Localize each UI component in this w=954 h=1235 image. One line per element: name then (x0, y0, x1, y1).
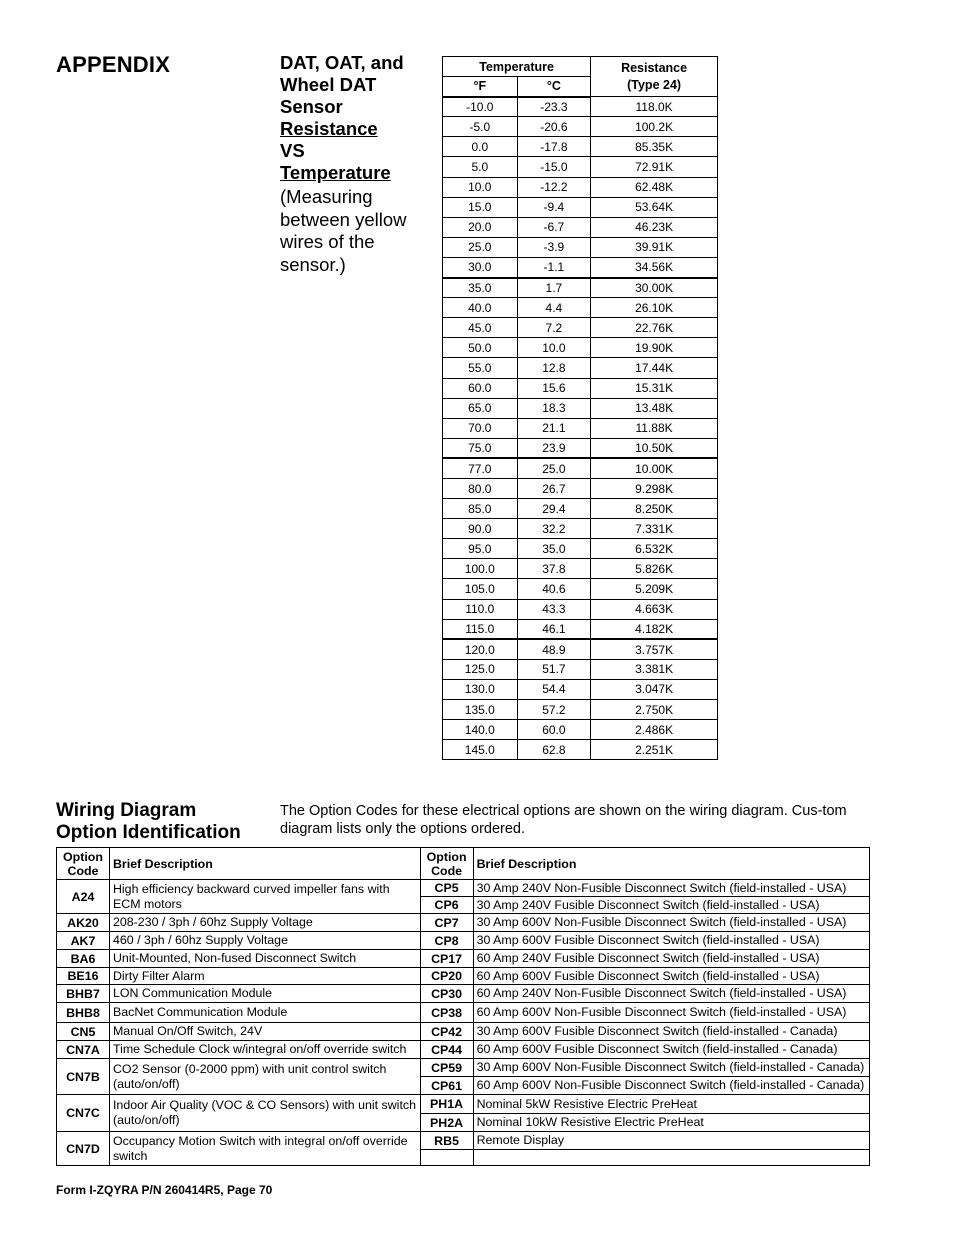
temp-c-cell: 62.8 (517, 740, 591, 760)
sensor-title-line-3: Sensor (280, 96, 343, 117)
resistance-row (443, 519, 718, 539)
option-desc-right: 60 Amp 600V Non-Fusible Disconnect Switch (field-installed - Canada) (473, 1077, 869, 1095)
sensor-subtitle: (Measuring between yellow wires of the sensor.) (280, 186, 407, 275)
option-desc-right: 30 Amp 240V Fusible Disconnect Switch (field-installed - USA) (473, 897, 869, 914)
temp-f-cell: -5.0 (443, 117, 518, 137)
resistance-cell: 10.00K (591, 458, 718, 478)
option-code-right: CP20 (420, 968, 473, 985)
option-code-left: BA6 (57, 950, 110, 968)
temp-f-cell: 135.0 (443, 700, 518, 720)
resistance-row (443, 679, 718, 699)
temp-c-cell: -3.9 (517, 237, 591, 257)
resistance-row (443, 478, 718, 498)
option-code-right: CP38 (420, 1003, 473, 1023)
temp-f-cell: 55.0 (443, 358, 518, 378)
resistance-cell: 9.298K (591, 478, 718, 498)
sensor-title-line-2: Wheel DAT (280, 74, 377, 95)
temp-f-cell: 10.0 (443, 177, 518, 197)
temp-c-cell: 25.0 (517, 458, 591, 478)
resistance-cell: 26.10K (591, 298, 718, 318)
temp-f-cell: 50.0 (443, 338, 518, 358)
resistance-cell: 46.23K (591, 217, 718, 237)
option-code-left: CN7A (57, 1041, 110, 1059)
temp-c-cell: 46.1 (517, 619, 591, 639)
resistance-row (443, 237, 718, 257)
temp-f-cell: 100.0 (443, 559, 518, 579)
resistance-row (443, 639, 718, 659)
resistance-table (442, 56, 718, 760)
option-desc-left: High efficiency backward curved impeller fans with ECM motors (109, 880, 420, 914)
temp-c-cell: 32.2 (517, 519, 591, 539)
option-code-left: AK20 (57, 914, 110, 932)
wiring-title-line-2: Option Identification (56, 822, 241, 843)
option-code-left: BE16 (57, 968, 110, 985)
resistance-row (443, 700, 718, 720)
resistance-row (443, 157, 718, 177)
temp-f-cell: 65.0 (443, 398, 518, 418)
sensor-title-temperature: Temperature (280, 162, 391, 183)
resistance-cell: 2.486K (591, 720, 718, 740)
temp-f-cell: 125.0 (443, 659, 518, 679)
temp-c-cell: 43.3 (517, 599, 591, 619)
temp-c-cell: -9.4 (517, 197, 591, 217)
option-row (57, 985, 870, 1003)
option-desc-left: Indoor Air Quality (VOC & CO Sensors) with unit switch (auto/on/off) (109, 1095, 420, 1132)
temp-c-cell: 29.4 (517, 499, 591, 519)
temp-c-cell: 35.0 (517, 539, 591, 559)
temp-f-cell: 20.0 (443, 217, 518, 237)
resistance-cell: 3.381K (591, 659, 718, 679)
option-row (57, 950, 870, 968)
resistance-cell: 100.2K (591, 117, 718, 137)
resistance-row (443, 177, 718, 197)
resistance-row (443, 117, 718, 137)
temp-c-cell: 1.7 (517, 278, 591, 298)
resistance-cell: 6.532K (591, 539, 718, 559)
temp-f-cell: 15.0 (443, 197, 518, 217)
header-brief-description-right: Brief Description (473, 848, 869, 880)
resistance-row (443, 197, 718, 217)
temp-f-cell: 70.0 (443, 418, 518, 438)
option-desc-right: 60 Amp 240V Non-Fusible Disconnect Switch (field-installed - USA) (473, 985, 869, 1003)
temp-c-cell: 18.3 (517, 398, 591, 418)
option-code-right: PH2A (420, 1114, 473, 1132)
resistance-row (443, 378, 718, 398)
temp-c-cell: -23.3 (517, 97, 591, 117)
temp-f-cell: 25.0 (443, 237, 518, 257)
temp-f-cell: 35.0 (443, 278, 518, 298)
resistance-row (443, 298, 718, 318)
option-row (57, 1132, 870, 1150)
resistance-cell: 13.48K (591, 398, 718, 418)
option-row (57, 1095, 870, 1114)
resistance-row (443, 137, 718, 157)
option-code-left: CN7C (57, 1095, 110, 1132)
option-code-left: CN5 (57, 1023, 110, 1041)
temp-f-cell: 80.0 (443, 478, 518, 498)
temp-c-cell: 48.9 (517, 639, 591, 659)
option-desc-left: 208-230 / 3ph / 60hz Supply Voltage (109, 914, 420, 932)
temp-c-cell: 23.9 (517, 438, 591, 458)
resistance-cell: 3.047K (591, 679, 718, 699)
resistance-row (443, 599, 718, 619)
temp-f-cell: 60.0 (443, 378, 518, 398)
option-desc-right: 60 Amp 600V Fusible Disconnect Switch (field-installed - USA) (473, 968, 869, 985)
resistance-row (443, 740, 718, 760)
option-code-right: CP44 (420, 1041, 473, 1059)
resistance-row (443, 619, 718, 639)
temp-f-cell: -10.0 (443, 97, 518, 117)
option-desc-left: LON Communication Module (109, 985, 420, 1003)
temp-f-cell: 85.0 (443, 499, 518, 519)
wiring-title-line-1: Wiring Diagram (56, 800, 197, 821)
temp-f-cell: 30.0 (443, 257, 518, 277)
resistance-cell: 62.48K (591, 177, 718, 197)
option-row (57, 914, 870, 932)
resistance-row (443, 659, 718, 679)
resistance-cell: 5.826K (591, 559, 718, 579)
page-footer: Form I-ZQYRA P/N 260414R5, Page 70 (56, 1183, 273, 1197)
option-row (57, 880, 870, 897)
temp-c-cell: -17.8 (517, 137, 591, 157)
option-code-left: AK7 (57, 932, 110, 950)
resistance-row (443, 539, 718, 559)
resistance-cell: 15.31K (591, 378, 718, 398)
header-celsius: °C (517, 77, 591, 97)
temp-c-cell: 40.6 (517, 579, 591, 599)
resistance-cell: 17.44K (591, 358, 718, 378)
option-row (57, 932, 870, 950)
temp-c-cell: -15.0 (517, 157, 591, 177)
option-code-right: CP7 (420, 914, 473, 932)
temp-f-cell: 130.0 (443, 679, 518, 699)
option-desc-left: Dirty Filter Alarm (109, 968, 420, 985)
resistance-row (443, 217, 718, 237)
option-table (56, 847, 870, 1166)
resistance-row (443, 338, 718, 358)
wiring-diagram-title (56, 800, 241, 844)
resistance-cell: 2.251K (591, 740, 718, 760)
resistance-cell: 118.0K (591, 97, 718, 117)
temp-c-cell: 57.2 (517, 700, 591, 720)
resistance-cell: 30.00K (591, 278, 718, 298)
option-desc-right: 30 Amp 240V Non-Fusible Disconnect Switch (field-installed - USA) (473, 880, 869, 897)
resistance-cell: 19.90K (591, 338, 718, 358)
sensor-title (280, 52, 430, 184)
resistance-row (443, 97, 718, 117)
sensor-title-line-1: DAT, OAT, and (280, 52, 404, 73)
option-code-right: CP59 (420, 1059, 473, 1077)
option-row (57, 1003, 870, 1023)
option-code-right: CP61 (420, 1077, 473, 1095)
option-desc-left: 460 / 3ph / 60hz Supply Voltage (109, 932, 420, 950)
header-resistance: Resistance (Type 24) (591, 57, 718, 97)
option-row (57, 1041, 870, 1059)
resistance-row (443, 278, 718, 298)
option-code-right: CP30 (420, 985, 473, 1003)
resistance-row (443, 499, 718, 519)
resistance-row (443, 257, 718, 277)
resistance-cell: 22.76K (591, 318, 718, 338)
option-code-left: CN7D (57, 1132, 110, 1166)
sensor-title-resistance: Resistance (280, 118, 378, 139)
temp-f-cell: 90.0 (443, 519, 518, 539)
option-desc-left: CO2 Sensor (0-2000 ppm) with unit control switch (auto/on/off) (109, 1059, 420, 1095)
option-desc-right: Remote Display (473, 1132, 869, 1150)
temp-c-cell: 54.4 (517, 679, 591, 699)
temp-c-cell: 26.7 (517, 478, 591, 498)
temp-c-cell: 7.2 (517, 318, 591, 338)
resistance-row (443, 318, 718, 338)
resistance-row (443, 458, 718, 478)
option-code-right: PH1A (420, 1095, 473, 1114)
temp-f-cell: 45.0 (443, 318, 518, 338)
resistance-row (443, 720, 718, 740)
sensor-title-vs: VS (280, 140, 305, 161)
option-desc-right: 30 Amp 600V Fusible Disconnect Switch (field-installed - Canada) (473, 1023, 869, 1041)
option-code-left: BHB7 (57, 985, 110, 1003)
option-row (57, 968, 870, 985)
temp-c-cell: -20.6 (517, 117, 591, 137)
temp-c-cell: 37.8 (517, 559, 591, 579)
option-desc-right: 60 Amp 240V Fusible Disconnect Switch (field-installed - USA) (473, 950, 869, 968)
resistance-row (443, 358, 718, 378)
option-code-right: CP17 (420, 950, 473, 968)
temp-c-cell: 21.1 (517, 418, 591, 438)
option-desc-left: Time Schedule Clock w/integral on/off override switch (109, 1041, 420, 1059)
resistance-table-body (443, 97, 718, 760)
temp-f-cell: 145.0 (443, 740, 518, 760)
option-code-right: CP42 (420, 1023, 473, 1041)
temp-f-cell: 0.0 (443, 137, 518, 157)
resistance-cell: 7.331K (591, 519, 718, 539)
option-code-right (420, 1150, 473, 1166)
temp-f-cell: 77.0 (443, 458, 518, 478)
header-option-code-right: Option Code (420, 848, 473, 880)
option-desc-right: 30 Amp 600V Fusible Disconnect Switch (field-installed - USA) (473, 932, 869, 950)
option-desc-right (473, 1150, 869, 1166)
resistance-cell: 53.64K (591, 197, 718, 217)
option-code-right: CP5 (420, 880, 473, 897)
option-code-right: RB5 (420, 1132, 473, 1150)
temp-c-cell: -12.2 (517, 177, 591, 197)
temp-c-cell: 60.0 (517, 720, 591, 740)
temp-c-cell: 15.6 (517, 378, 591, 398)
header-option-code-left: Option Code (57, 848, 110, 880)
wiring-intro-text: The Option Codes for these electrical options are shown on the wiring diagram. Cus-tom diagram lists only the options ordered. (280, 803, 847, 837)
resistance-cell: 11.88K (591, 418, 718, 438)
resistance-row (443, 559, 718, 579)
temp-c-cell: -6.7 (517, 217, 591, 237)
temp-c-cell: 10.0 (517, 338, 591, 358)
option-code-left: A24 (57, 880, 110, 914)
temp-f-cell: 75.0 (443, 438, 518, 458)
resistance-row (443, 418, 718, 438)
temp-c-cell: 51.7 (517, 659, 591, 679)
temp-f-cell: 120.0 (443, 639, 518, 659)
option-code-left: CN7B (57, 1059, 110, 1095)
temp-f-cell: 140.0 (443, 720, 518, 740)
option-desc-left: BacNet Communication Module (109, 1003, 420, 1023)
option-desc-right: 30 Amp 600V Non-Fusible Disconnect Switch (field-installed - USA) (473, 914, 869, 932)
option-desc-right: Nominal 10kW Resistive Electric PreHeat (473, 1114, 869, 1132)
option-desc-left: Unit-Mounted, Non-fused Disconnect Switch (109, 950, 420, 968)
resistance-row (443, 438, 718, 458)
header-temperature: Temperature (443, 57, 591, 77)
appendix-heading: APPENDIX (56, 52, 171, 77)
resistance-cell: 72.91K (591, 157, 718, 177)
temp-f-cell: 115.0 (443, 619, 518, 639)
resistance-cell: 4.663K (591, 599, 718, 619)
temp-f-cell: 40.0 (443, 298, 518, 318)
temp-c-cell: -1.1 (517, 257, 591, 277)
resistance-cell: 2.750K (591, 700, 718, 720)
temp-f-cell: 5.0 (443, 157, 518, 177)
resistance-row (443, 398, 718, 418)
resistance-cell: 34.56K (591, 257, 718, 277)
temp-f-cell: 105.0 (443, 579, 518, 599)
temp-c-cell: 12.8 (517, 358, 591, 378)
resistance-row (443, 579, 718, 599)
resistance-cell: 39.91K (591, 237, 718, 257)
option-row (57, 1023, 870, 1041)
option-code-right: CP6 (420, 897, 473, 914)
option-desc-left: Manual On/Off Switch, 24V (109, 1023, 420, 1041)
resistance-cell: 4.182K (591, 619, 718, 639)
option-desc-right: 60 Amp 600V Non-Fusible Disconnect Switch (field-installed - USA) (473, 1003, 869, 1023)
option-desc-right: 60 Amp 600V Fusible Disconnect Switch (field-installed - Canada) (473, 1041, 869, 1059)
resistance-cell: 3.757K (591, 639, 718, 659)
header-fahrenheit: °F (443, 77, 518, 97)
option-row (57, 1059, 870, 1077)
temp-f-cell: 110.0 (443, 599, 518, 619)
option-code-right: CP8 (420, 932, 473, 950)
resistance-cell: 85.35K (591, 137, 718, 157)
option-desc-right: 30 Amp 600V Non-Fusible Disconnect Switch (field-installed - Canada) (473, 1059, 869, 1077)
resistance-cell: 5.209K (591, 579, 718, 599)
option-table-body (57, 880, 870, 1166)
option-desc-right: Nominal 5kW Resistive Electric PreHeat (473, 1095, 869, 1114)
option-code-left: BHB8 (57, 1003, 110, 1023)
resistance-cell: 10.50K (591, 438, 718, 458)
resistance-cell: 8.250K (591, 499, 718, 519)
temp-f-cell: 95.0 (443, 539, 518, 559)
option-desc-left: Occupancy Motion Switch with integral on/off override switch (109, 1132, 420, 1166)
temp-c-cell: 4.4 (517, 298, 591, 318)
header-brief-description-left: Brief Description (109, 848, 420, 880)
